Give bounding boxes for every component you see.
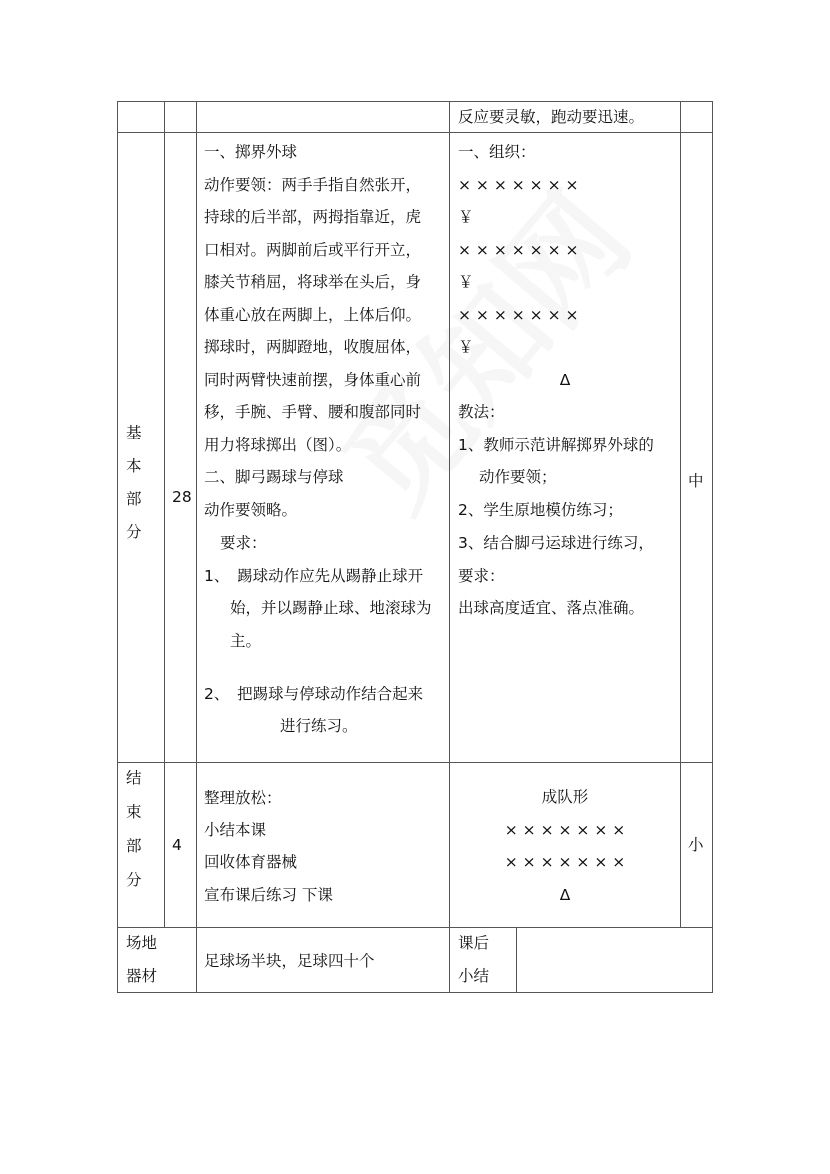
method-line: 一、组织： — [458, 143, 536, 161]
content-line: 回收体育器械 — [204, 853, 298, 871]
method-line: × × × × × × × — [458, 176, 579, 194]
duration-value: 4 — [172, 836, 182, 854]
content-line: 膝关节稍屈，将球举在头后，身 — [204, 273, 422, 291]
content-line: 2、 把踢球与停球动作结合起来 — [204, 685, 424, 703]
section-label-char: 部 — [126, 837, 142, 855]
table-border — [117, 927, 713, 928]
formation-line: 成队形 — [541, 788, 589, 806]
method-line: 教法： — [458, 403, 505, 421]
table-border — [712, 101, 713, 993]
table-border — [117, 101, 713, 102]
duration-value: 28 — [172, 488, 192, 506]
content-line: 小结本课 — [204, 821, 267, 839]
method-line: 要求： — [458, 567, 505, 585]
teacher-position-mark: Δ — [559, 371, 571, 389]
intensity-value: 中 — [688, 472, 704, 490]
method-line: ￥ — [458, 273, 474, 291]
method-line: ￥ — [458, 208, 474, 226]
method-line: ￥ — [458, 338, 474, 356]
venue-label: 器材 — [126, 967, 158, 985]
method-line: 出球高度适宜、落点准确。 — [458, 599, 645, 617]
table-border — [680, 101, 681, 927]
method-line: 2、学生原地模仿练习； — [458, 501, 623, 519]
section-label-char: 分 — [126, 523, 142, 541]
table-border — [164, 101, 165, 927]
table-border — [516, 927, 517, 992]
formation-line: Δ — [559, 886, 571, 904]
method-line: 动作要领； — [479, 468, 557, 486]
section-label-char: 结 — [126, 769, 142, 787]
intensity-value: 小 — [688, 836, 704, 854]
method-line: × × × × × × × — [458, 241, 579, 259]
content-line: 体重心放在两脚上，上体后仰。 — [204, 306, 422, 324]
section-label-char: 分 — [126, 871, 142, 889]
method-text: 反应要灵敏，跑动要迅速。 — [458, 108, 645, 126]
venue-value: 足球场半块，足球四十个 — [204, 952, 375, 970]
content-line: 动作要领：两手手指自然张开， — [204, 176, 422, 194]
content-line: 主。 — [230, 632, 262, 650]
table-border — [449, 101, 450, 993]
summary-label: 小结 — [458, 967, 490, 985]
content-line: 移，手腕、手臂、腰和腹部同时 — [204, 403, 422, 421]
method-line: 3、结合脚弓运球进行练习， — [458, 534, 654, 552]
content-line: 宣布课后练习 下课 — [204, 886, 333, 904]
section-label-char: 基 — [126, 424, 142, 442]
content-line: 二、脚弓踢球与停球 — [204, 468, 344, 486]
formation-line: × × × × × × × — [504, 853, 626, 871]
content-line: 持球的后半部，两拇指靠近，虎 — [204, 208, 422, 226]
content-line: 一、掷界外球 — [204, 143, 298, 161]
table-border — [117, 132, 713, 133]
content-line: 口相对。两脚前后或平行开立， — [204, 241, 422, 259]
method-line: 1、教师示范讲解掷界外球的 — [458, 436, 654, 454]
venue-label: 场地 — [126, 934, 158, 952]
content-line: 要求： — [220, 534, 267, 552]
content-line: 进行练习。 — [280, 717, 358, 735]
table-border — [117, 762, 713, 763]
content-line: 1、 踢球动作应先从踢静止球开 — [204, 567, 424, 585]
section-label-char: 本 — [126, 457, 142, 475]
table-border — [117, 992, 713, 993]
content-line: 动作要领略。 — [204, 501, 298, 519]
formation-line: × × × × × × × — [504, 821, 626, 839]
section-label-char: 束 — [126, 803, 142, 821]
table-border — [117, 101, 118, 993]
content-line: 整理放松： — [204, 789, 282, 807]
method-line: × × × × × × × — [458, 306, 579, 324]
table-border — [196, 101, 197, 993]
content-line: 始，并以踢静止球、地滚球为 — [230, 599, 432, 617]
content-line: 掷球时，两脚蹬地，收腹屈体， — [204, 338, 422, 356]
content-line: 用力将球掷出（图）。 — [204, 436, 352, 454]
summary-label: 课后 — [458, 934, 490, 952]
content-line: 同时两臂快速前摆，身体重心前 — [204, 371, 422, 389]
section-label-char: 部 — [126, 490, 142, 508]
